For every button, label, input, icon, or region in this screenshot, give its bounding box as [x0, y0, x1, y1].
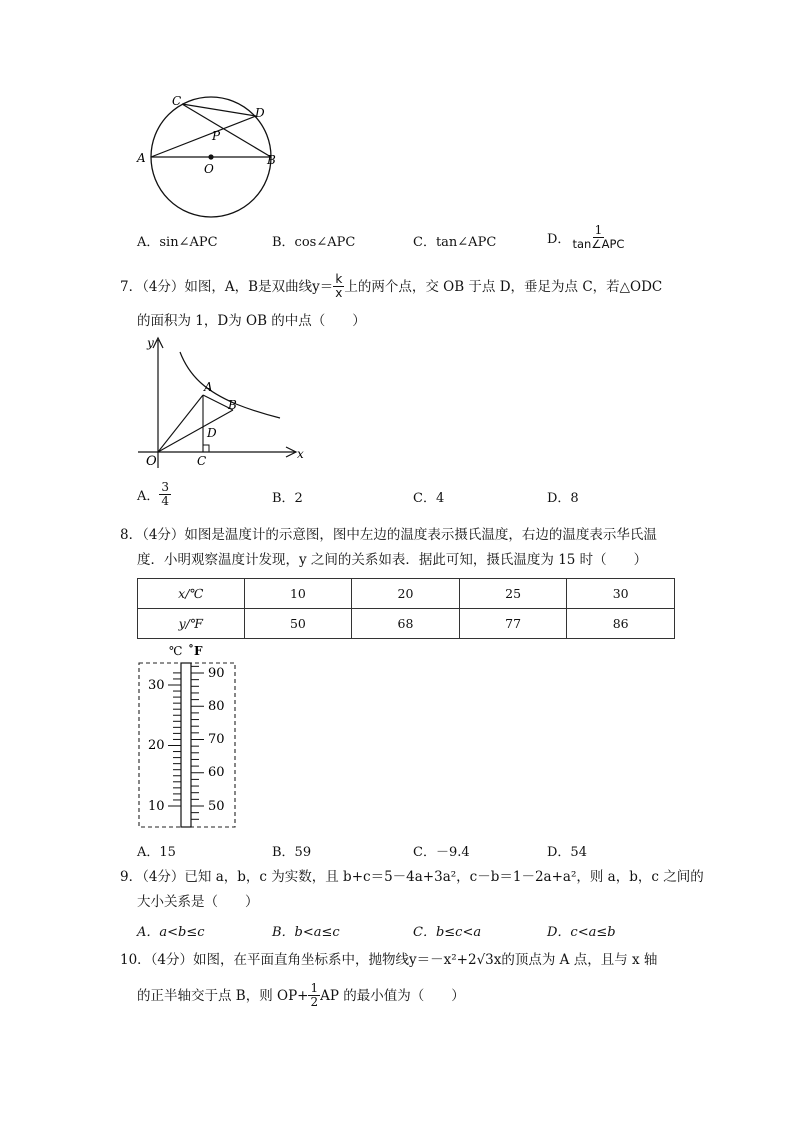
- label-x: x: [297, 447, 304, 461]
- label-o: O: [146, 454, 157, 469]
- label-p: P: [212, 129, 221, 143]
- fahrenheit-label-80: 80: [208, 699, 225, 714]
- q9-option-c[interactable]: C．b≤c<a: [413, 925, 482, 940]
- fraction-denominator: 2: [310, 995, 319, 1009]
- label-b: B: [228, 398, 237, 412]
- q8-data-table: [137, 578, 675, 639]
- fahrenheit-label-60: 60: [208, 765, 225, 780]
- unit-celsius: ℃: [169, 644, 183, 658]
- table-cell: 77: [459, 609, 567, 639]
- celsius-label-10: 10: [148, 799, 165, 814]
- celsius-label-30: 30: [148, 678, 165, 693]
- q6-circle-figure: [132, 92, 292, 222]
- right-angle-mark: [203, 445, 209, 452]
- label-o: O: [204, 162, 214, 176]
- q6-option-d-prefix: D．: [547, 232, 571, 247]
- fraction-denominator: x: [335, 286, 343, 300]
- table-cell: y/℉: [138, 609, 245, 639]
- table-row: [138, 579, 675, 609]
- q8-question-line2: 度．小明观察温度计发现，y 之间的关系如表．据此可知，摄氏温度为 15 时（ ）: [137, 552, 648, 568]
- fahrenheit-label-50: 50: [208, 799, 225, 814]
- fraction-denominator: tan∠APC: [572, 237, 625, 251]
- unit-fahrenheit: ˚F: [188, 644, 203, 658]
- chord-ad: [151, 116, 256, 157]
- fraction-numerator: k: [335, 272, 343, 286]
- q6-option-d-fraction: [570, 224, 626, 251]
- q10-fraction-one-half: [308, 982, 320, 1009]
- segment-ob: [158, 410, 233, 452]
- q7-hyperbola-figure: [136, 330, 316, 470]
- table-cell: 68: [352, 609, 460, 639]
- fraction-numerator: 3: [161, 480, 170, 494]
- q9-option-d[interactable]: D．c<a≤b: [547, 925, 616, 940]
- q7-option-a-prefix: A．: [137, 489, 160, 504]
- q6-option-a[interactable]: A．sin∠APC: [137, 235, 218, 250]
- table-cell: 86: [567, 609, 675, 639]
- q6-option-b[interactable]: B．cos∠APC: [272, 235, 356, 250]
- q9-option-b[interactable]: B．b<a≤c: [272, 925, 340, 940]
- table-cell: 20: [352, 579, 460, 609]
- center-dot: [208, 154, 213, 159]
- q6-option-d[interactable]: [547, 224, 626, 251]
- q9-option-a[interactable]: A．a<b≤c: [137, 925, 205, 940]
- fraction-denominator: 4: [161, 494, 170, 508]
- q7-option-b[interactable]: B．2: [272, 491, 303, 506]
- q9-question-line1: 9．（4分）已知 a，b，c 为实数，且 b+c＝5－4a+3a²，c－b＝1－2a+a²，则 a，b，c 之间的: [120, 869, 704, 885]
- q8-question-line1: 8．（4分）如图是温度计的示意图，图中左边的温度表示摄氏温度，右边的温度表示华氏温: [120, 527, 657, 543]
- label-c: C: [197, 454, 207, 468]
- q8-thermometer-figure: [136, 640, 240, 832]
- celsius-label-20: 20: [148, 738, 165, 753]
- label-c: C: [172, 94, 182, 108]
- table-cell: 10: [244, 579, 352, 609]
- q10-text-a: 的正半轴交于点 B，则 OP+: [137, 987, 309, 1004]
- q7-text-a: 7．（4分）如图，A，B是双曲线y＝: [120, 278, 334, 295]
- table-cell: 25: [459, 579, 567, 609]
- q8-option-d[interactable]: D．54: [547, 845, 587, 860]
- q7-option-a-fraction: [159, 481, 171, 508]
- q7-option-d[interactable]: D．8: [547, 491, 579, 506]
- label-b: B: [267, 153, 276, 167]
- celsius-tick-marks: [168, 673, 181, 806]
- q10-question-line1: 10．（4分）如图，在平面直角坐标系中，抛物线y＝－x²+2√3x的顶点为 A 点，且与 x 轴: [120, 952, 658, 968]
- fraction-numerator: 1: [594, 223, 603, 237]
- table-cell: x/℃: [138, 579, 245, 609]
- table-cell: 30: [567, 579, 675, 609]
- label-y: y: [147, 336, 154, 350]
- q8-option-c[interactable]: C．－9.4: [413, 845, 470, 860]
- q7-option-c[interactable]: C．4: [413, 491, 445, 506]
- q6-option-c[interactable]: C．tan∠APC: [413, 235, 497, 250]
- fraction-numerator: 1: [310, 981, 319, 995]
- label-a: A: [204, 380, 213, 394]
- fahrenheit-tick-marks: [191, 666, 204, 819]
- fahrenheit-label-90: 90: [208, 666, 225, 681]
- q7-fraction-k-over-x: [333, 273, 344, 300]
- fahrenheit-label-70: 70: [208, 732, 225, 747]
- table-cell: 50: [244, 609, 352, 639]
- segment-oa: [158, 395, 203, 452]
- q10-question-line2: [137, 982, 465, 1009]
- q7-question-line1: [120, 273, 662, 300]
- label-a: A: [137, 151, 146, 165]
- q7-text-b: 上的两个点，交 OB 于点 D，垂足为点 C，若△ODC: [344, 278, 663, 295]
- q7-option-a[interactable]: [137, 481, 171, 508]
- q10-text-b: AP 的最小值为（ ）: [320, 987, 465, 1004]
- q7-question-line2: 的面积为 1，D为 OB 的中点（ ）: [137, 313, 366, 329]
- table-row: [138, 609, 675, 639]
- label-d: D: [255, 106, 265, 120]
- label-d: D: [207, 426, 217, 440]
- q8-option-b[interactable]: B．59: [272, 845, 312, 860]
- thermometer-tube: [181, 663, 191, 827]
- q9-question-line2: 大小关系是（ ）: [137, 894, 259, 910]
- q8-option-a[interactable]: A．15: [137, 845, 176, 860]
